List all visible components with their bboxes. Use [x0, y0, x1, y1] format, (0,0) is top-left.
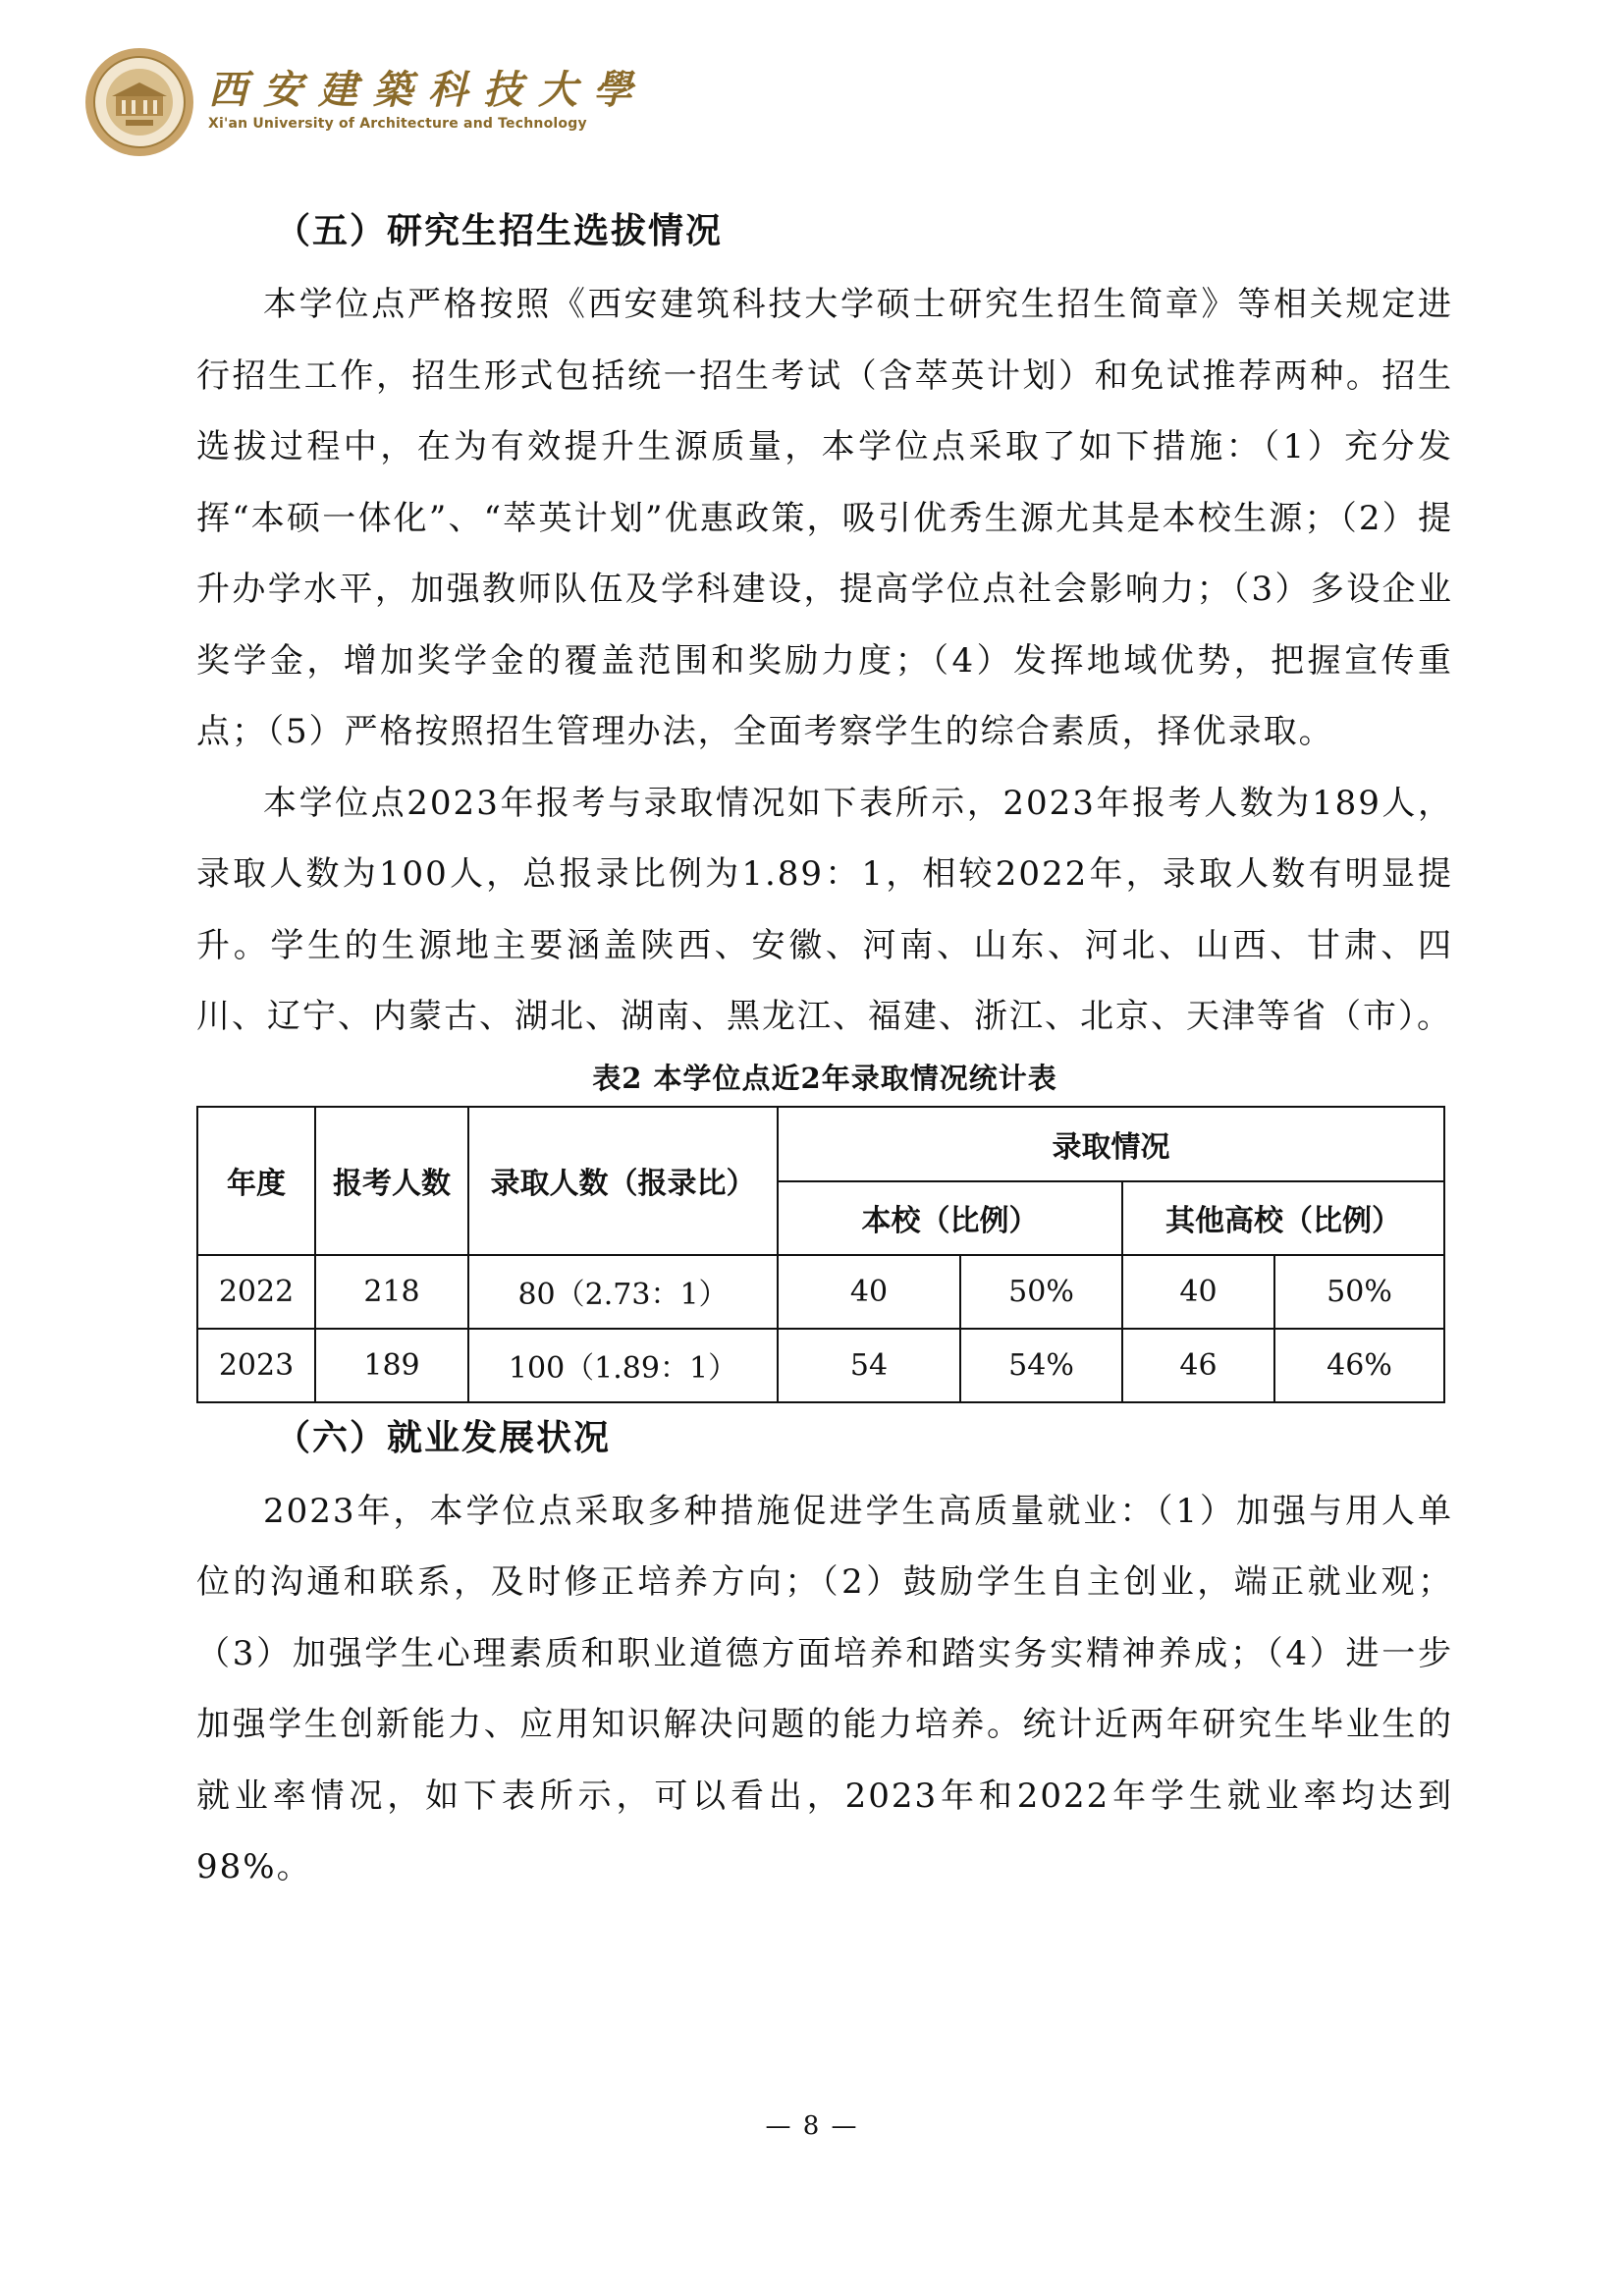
university-name-calligraphy: 西安建築科技大學	[208, 67, 648, 113]
university-seal-logo	[82, 45, 196, 159]
cell-other-pct: 50%	[1274, 1255, 1444, 1329]
cell-other-pct: 46%	[1274, 1329, 1444, 1402]
table-caption: 表2 本学位点近2年录取情况统计表	[592, 1061, 1057, 1095]
section-heading-employment: （六）就业发展状况	[275, 1417, 612, 1458]
cell-admitted: 100（1.89：1）	[468, 1329, 778, 1402]
paragraph-admissions-measures: 本学位点严格按照《西安建筑科技大学硕士研究生招生简章》等相关规定进行招生工作，招生形式包括统一招生考试（含萃英计划）和免试推荐两种。招生选拔过程中，在为有效提升生源质量，本学位点采取了如下措施：（1）充分发挥“本硕一体化”、“萃英计划”优惠政策，吸引优秀生源尤其是本校生源；（2）提升办学水平，加强教师队伍及学科建设，提高学位点社会影响力；（3）多设企业奖学金，增加奖学金的覆盖范围和奖励力度；（4）发挥地域优势，把握宣传重点；（5）严格按照招生管理办法，全面考察学生的综合素质，择优录取。	[196, 285, 1453, 751]
paragraph-employment: 2023年，本学位点采取多种措施促进学生高质量就业：（1）加强与用人单位的沟通和联系，及时修正培养方向；（2）鼓励学生自主创业，端正就业观；（3）加强学生心理素质和职业道德方面培养和踏实务实精神养成；（4）进一步加强学生创新能力、应用知识解决问题的能力培养。统计近两年研究生毕业生的就业率情况，如下表所示，可以看出，2023年和2022年学生就业率均达到98%。	[196, 1491, 1453, 1886]
header-other-schools: 其他高校（比例）	[1122, 1181, 1444, 1255]
cell-own-pct: 54%	[960, 1329, 1122, 1402]
table-row	[197, 1255, 1444, 1329]
cell-year: 2023	[197, 1329, 315, 1402]
cell-applicants: 189	[315, 1329, 468, 1402]
cell-own-pct: 50%	[960, 1255, 1122, 1329]
main-content	[196, 206, 1453, 1903]
university-header	[82, 45, 648, 163]
cell-admitted: 80（2.73：1）	[468, 1255, 778, 1329]
header-own-school: 本校（比例）	[778, 1181, 1122, 1255]
header-year: 年度	[197, 1107, 315, 1255]
university-name-english: Xi'an University of Architecture and Technology	[208, 116, 587, 132]
cell-applicants: 218	[315, 1255, 468, 1329]
table-row	[197, 1329, 1444, 1402]
header-admission-status: 录取情况	[778, 1107, 1444, 1181]
paragraph-admissions-stats: 本学位点2023年报考与录取情况如下表所示，2023年报考人数为189人，录取人数为100人，总报录比例为1.89：1，相较2022年，录取人数有明显提升。学生的生源地主要涵盖陕西、安徽、河南、山东、河北、山西、甘肃、四川、辽宁、内蒙古、湖北、湖南、黑龙江、福建、浙江、北京、天津等省（市）。	[196, 783, 1453, 1036]
header-applicants: 报考人数	[315, 1107, 468, 1255]
admission-stats-table	[196, 1106, 1445, 1403]
cell-other-count: 40	[1122, 1255, 1274, 1329]
cell-other-count: 46	[1122, 1329, 1274, 1402]
cell-year: 2022	[197, 1255, 315, 1329]
cell-own-count: 40	[778, 1255, 960, 1329]
section-heading-admissions: （五）研究生招生选拔情况	[275, 211, 724, 251]
page-number: — 8 —	[765, 2111, 859, 2141]
table-header-row	[197, 1107, 1444, 1181]
header-admitted: 录取人数（报录比）	[468, 1107, 778, 1255]
cell-own-count: 54	[778, 1329, 960, 1402]
